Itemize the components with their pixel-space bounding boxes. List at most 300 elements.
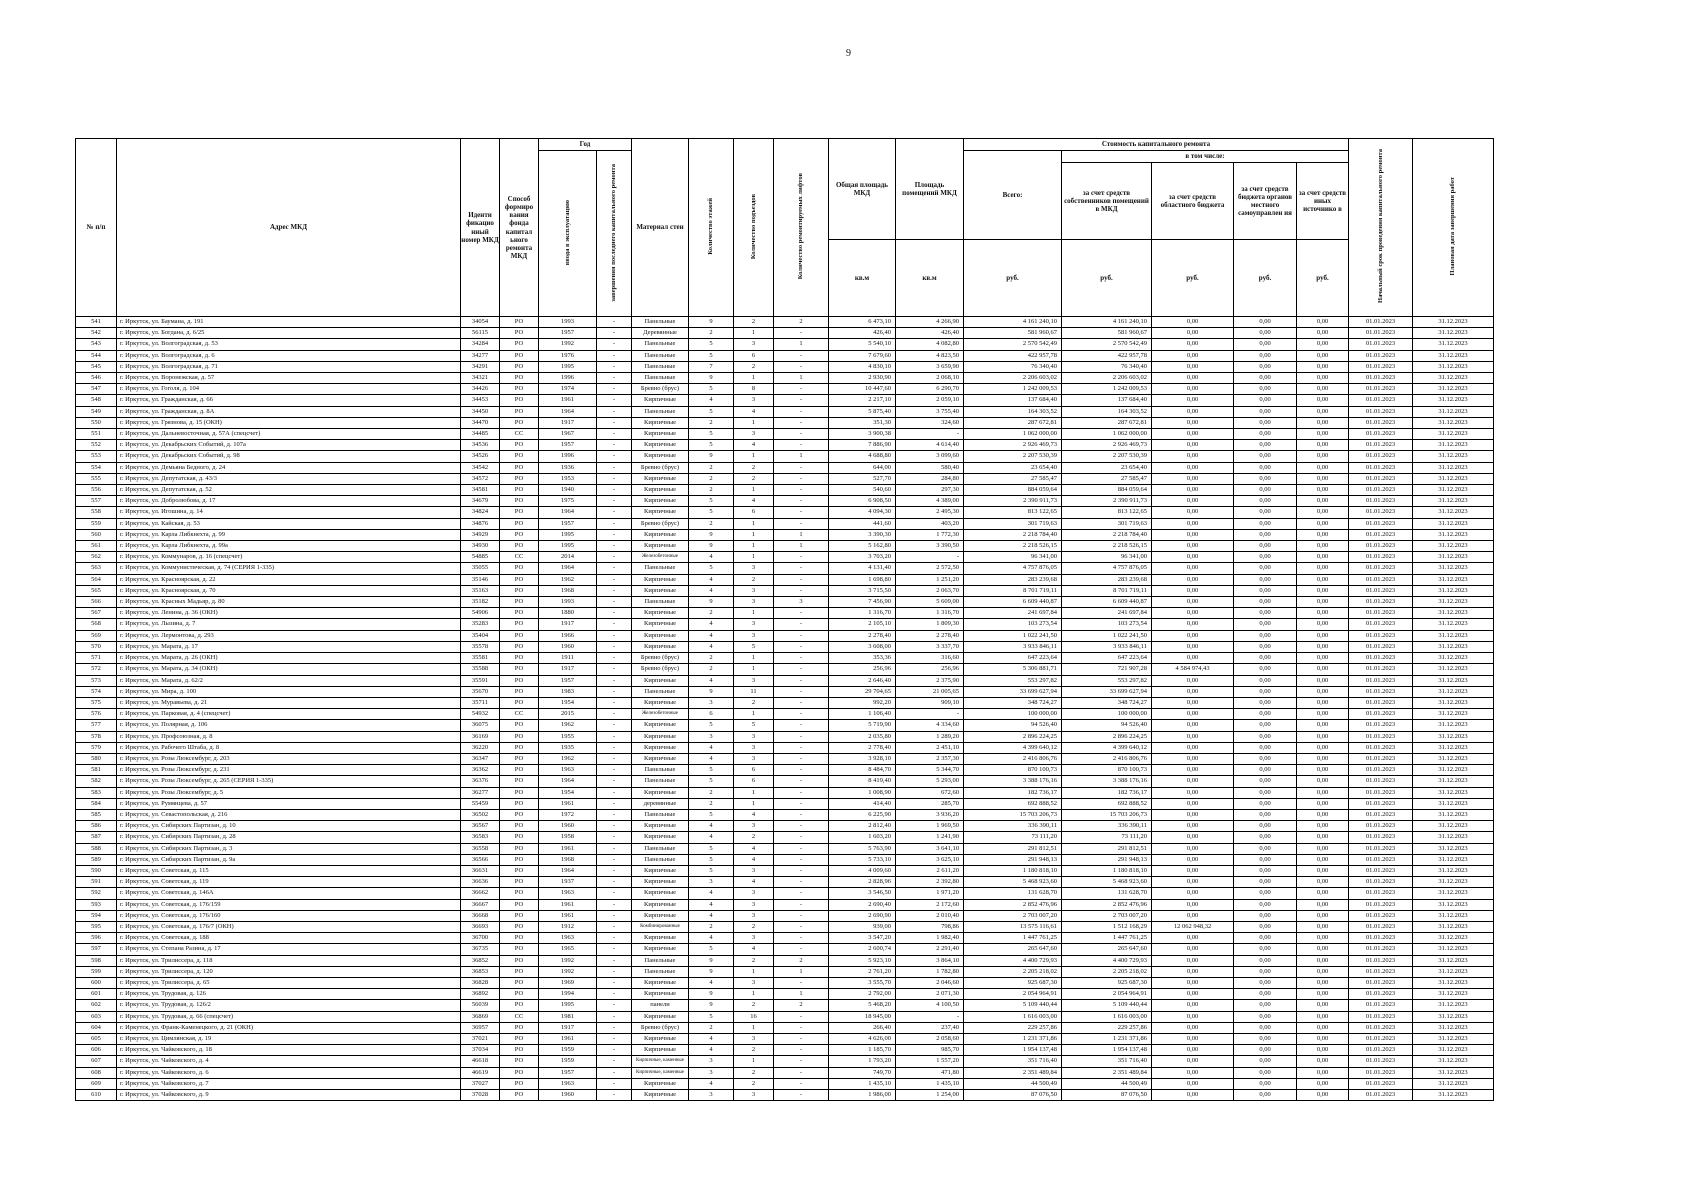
row-rooms-area: 3 936,20 <box>896 809 964 820</box>
row-rooms-area: 21 005,65 <box>896 686 964 697</box>
row-cost-owners: 870 100,73 <box>1062 765 1152 776</box>
row-year-commission: 1962 <box>539 720 597 731</box>
row-cost-other: 0,00 <box>1297 395 1349 406</box>
row-wall-material: Кирпичные <box>632 977 689 988</box>
row-method: РО <box>500 854 539 865</box>
row-cost-other: 0,00 <box>1297 966 1349 977</box>
row-entrances: 4 <box>734 944 774 955</box>
row-method: РО <box>500 877 539 888</box>
row-end-date: 31.12.2023 <box>1413 899 1494 910</box>
row-cost-local: 0,00 <box>1234 843 1297 854</box>
row-end-date: 31.12.2023 <box>1413 1056 1494 1067</box>
row-floors: 4 <box>689 1078 734 1089</box>
table-row <box>76 798 1494 809</box>
row-method: РО <box>500 944 539 955</box>
row-total-area: 540,60 <box>829 485 896 496</box>
row-address: г. Иркутск, ул. Полярная, д. 106 <box>117 720 461 731</box>
row-cost-total: 884 059,64 <box>964 485 1062 496</box>
page-number: 9 <box>846 48 851 59</box>
row-end-date: 31.12.2023 <box>1413 720 1494 731</box>
table-row <box>76 585 1494 596</box>
row-year-last-repair: - <box>597 585 632 596</box>
row-number: 580 <box>76 753 117 764</box>
col-header-cost-other: за счет средств иных источнико в <box>1297 163 1349 240</box>
row-wall-material: Панельные <box>632 854 689 865</box>
row-total-area: 644,00 <box>829 462 896 473</box>
row-end-date: 31.12.2023 <box>1413 1067 1494 1078</box>
unit-cost-regional: руб. <box>1152 240 1234 317</box>
row-cost-other: 0,00 <box>1297 686 1349 697</box>
table-row <box>76 944 1494 955</box>
col-header-year-commission: ввода в эксплуатацию <box>539 151 597 317</box>
row-start-date: 01.01.2023 <box>1349 955 1413 966</box>
row-year-commission: 1962 <box>539 753 597 764</box>
row-elevators: - <box>774 641 829 652</box>
row-method: СС <box>500 429 539 440</box>
row-entrances: 1 <box>734 373 774 384</box>
row-cost-local: 0,00 <box>1234 787 1297 798</box>
row-cost-total: 2 206 603,02 <box>964 373 1062 384</box>
row-start-date: 01.01.2023 <box>1349 1011 1413 1022</box>
row-total-area: 6 473,10 <box>829 317 896 328</box>
capital-repair-table-wrapper <box>75 138 1494 1101</box>
table-row <box>76 977 1494 988</box>
row-wall-material: Бревно (брус) <box>632 384 689 395</box>
row-ident: 36662 <box>461 888 500 899</box>
row-total-area: 2 761,20 <box>829 966 896 977</box>
row-cost-other: 0,00 <box>1297 429 1349 440</box>
row-number: 541 <box>76 317 117 328</box>
row-address: г. Иркутск, ул. Советская, д. 146А <box>117 888 461 899</box>
row-cost-owners: 647 223,64 <box>1062 653 1152 664</box>
row-wall-material: Кирпичные <box>632 675 689 686</box>
row-number: 561 <box>76 541 117 552</box>
row-ident: 34929 <box>461 529 500 540</box>
row-elevators: - <box>774 417 829 428</box>
row-total-area: 2 690,40 <box>829 899 896 910</box>
row-wall-material: Кирпичные <box>632 541 689 552</box>
row-cost-other: 0,00 <box>1297 832 1349 843</box>
row-end-date: 31.12.2023 <box>1413 585 1494 596</box>
row-year-commission: 1992 <box>539 955 597 966</box>
row-cost-regional: 0,00 <box>1152 899 1234 910</box>
row-year-last-repair: - <box>597 406 632 417</box>
row-ident: 54932 <box>461 709 500 720</box>
row-address: г. Иркутск, ул. Чайковского, д. 4 <box>117 1056 461 1067</box>
row-total-area: 3 703,20 <box>829 552 896 563</box>
row-cost-total: 1 447 761,25 <box>964 933 1062 944</box>
table-row <box>76 832 1494 843</box>
row-year-last-repair: - <box>597 653 632 664</box>
row-start-date: 01.01.2023 <box>1349 529 1413 540</box>
row-cost-regional: 0,00 <box>1152 955 1234 966</box>
row-year-last-repair: - <box>597 1067 632 1078</box>
row-year-commission: 1981 <box>539 1011 597 1022</box>
row-number: 585 <box>76 809 117 820</box>
capital-repair-table <box>75 138 1494 1101</box>
row-end-date: 31.12.2023 <box>1413 1011 1494 1022</box>
row-entrances: 2 <box>734 317 774 328</box>
row-entrances: 1 <box>734 417 774 428</box>
row-method: РО <box>500 507 539 518</box>
row-wall-material: Кирпичные <box>632 944 689 955</box>
table-row <box>76 1090 1494 1101</box>
row-cost-regional: 0,00 <box>1152 776 1234 787</box>
row-cost-total: 1 231 371,86 <box>964 1034 1062 1045</box>
row-address: г. Иркутск, ул. Чайковского, д. 7 <box>117 1078 461 1089</box>
col-header-ident: Иденти фикацио нный номер МКД <box>461 139 500 317</box>
row-end-date: 31.12.2023 <box>1413 765 1494 776</box>
row-cost-other: 0,00 <box>1297 1067 1349 1078</box>
row-wall-material: Кирпичные <box>632 496 689 507</box>
table-row <box>76 1022 1494 1033</box>
row-cost-total: 2 896 224,25 <box>964 731 1062 742</box>
col-header-wall-material: Материал стен <box>632 139 689 317</box>
row-elevators: - <box>774 328 829 339</box>
unit-cost-total: руб. <box>964 240 1062 317</box>
row-method: РО <box>500 395 539 406</box>
table-row <box>76 899 1494 910</box>
row-entrances: 5 <box>734 641 774 652</box>
row-cost-local: 0,00 <box>1234 653 1297 664</box>
row-ident: 36636 <box>461 877 500 888</box>
row-number: 556 <box>76 485 117 496</box>
row-address: г. Иркутск, ул. Карла Либкнехта, д. 99а <box>117 541 461 552</box>
row-entrances: 1 <box>734 518 774 529</box>
row-wall-material: Кирпичные <box>632 787 689 798</box>
unit-total-area: кв.м <box>829 240 896 317</box>
row-year-commission: 1961 <box>539 798 597 809</box>
row-cost-owners: 137 684,40 <box>1062 395 1152 406</box>
row-cost-owners: 2 570 542,49 <box>1062 339 1152 350</box>
row-start-date: 01.01.2023 <box>1349 339 1413 350</box>
row-year-commission: 1917 <box>539 417 597 428</box>
row-address: г. Иркутск, ул. Игошина, д. 14 <box>117 507 461 518</box>
row-ident: 36347 <box>461 753 500 764</box>
row-year-commission: 1954 <box>539 787 597 798</box>
row-cost-owners: 351 716,40 <box>1062 1056 1152 1067</box>
row-cost-regional: 0,00 <box>1152 910 1234 921</box>
row-method: РО <box>500 653 539 664</box>
row-start-date: 01.01.2023 <box>1349 742 1413 753</box>
row-rooms-area: - <box>896 1011 964 1022</box>
row-cost-local: 0,00 <box>1234 619 1297 630</box>
row-floors: 2 <box>689 798 734 809</box>
row-number: 600 <box>76 977 117 988</box>
row-total-area: 256,96 <box>829 664 896 675</box>
row-method: РО <box>500 406 539 417</box>
row-cost-regional: 0,00 <box>1152 854 1234 865</box>
row-address: г. Иркутск, ул. Добролюбова, д. 17 <box>117 496 461 507</box>
row-total-area: 2 930,90 <box>829 373 896 384</box>
table-row <box>76 1045 1494 1056</box>
row-year-last-repair: - <box>597 877 632 888</box>
row-cost-local: 0,00 <box>1234 989 1297 1000</box>
row-total-area: 5 923,10 <box>829 955 896 966</box>
row-year-last-repair: - <box>597 821 632 832</box>
row-cost-total: 287 672,81 <box>964 417 1062 428</box>
row-floors: 2 <box>689 485 734 496</box>
row-cost-other: 0,00 <box>1297 552 1349 563</box>
row-floors: 5 <box>689 384 734 395</box>
row-elevators: - <box>774 585 829 596</box>
row-wall-material: Кирпичные, каменные <box>632 1056 689 1067</box>
row-year-last-repair: - <box>597 518 632 529</box>
row-total-area: 3 390,30 <box>829 529 896 540</box>
row-wall-material: Кирпичные <box>632 451 689 462</box>
row-method: РО <box>500 1078 539 1089</box>
row-floors: 4 <box>689 821 734 832</box>
row-cost-total: 265 647,60 <box>964 944 1062 955</box>
row-cost-local: 0,00 <box>1234 384 1297 395</box>
row-entrances: 1 <box>734 798 774 809</box>
row-entrances: 3 <box>734 585 774 596</box>
row-ident: 36631 <box>461 865 500 876</box>
table-row <box>76 328 1494 339</box>
table-row <box>76 697 1494 708</box>
row-cost-regional: 0,00 <box>1152 933 1234 944</box>
row-year-last-repair: - <box>597 373 632 384</box>
row-entrances: 2 <box>734 473 774 484</box>
row-wall-material: Панельные <box>632 563 689 574</box>
row-cost-owners: 301 719,63 <box>1062 518 1152 529</box>
row-cost-regional: 0,00 <box>1152 328 1234 339</box>
row-rooms-area: 256,96 <box>896 664 964 675</box>
row-end-date: 31.12.2023 <box>1413 339 1494 350</box>
row-address: г. Иркутск, ул. Франк-Каменецкого, д. 21 (ОКН) <box>117 1022 461 1033</box>
row-year-last-repair: - <box>597 865 632 876</box>
row-end-date: 31.12.2023 <box>1413 843 1494 854</box>
row-rooms-area: 3 625,10 <box>896 854 964 865</box>
row-cost-other: 0,00 <box>1297 821 1349 832</box>
row-ident: 37028 <box>461 1090 500 1101</box>
row-entrances: 2 <box>734 955 774 966</box>
row-wall-material: Кирпичные <box>632 1078 689 1089</box>
row-elevators: 1 <box>774 373 829 384</box>
row-method: РО <box>500 798 539 809</box>
col-header-start-date: Начальный срок проведения капитального ремонта <box>1349 139 1413 317</box>
row-year-commission: 1957 <box>539 518 597 529</box>
row-cost-owners: 2 703 007,20 <box>1062 910 1152 921</box>
row-total-area: 4 688,80 <box>829 451 896 462</box>
row-cost-local: 0,00 <box>1234 742 1297 753</box>
row-entrances: 4 <box>734 843 774 854</box>
row-cost-owners: 884 059,64 <box>1062 485 1152 496</box>
row-year-last-repair: - <box>597 395 632 406</box>
row-cost-owners: 1 954 137,48 <box>1062 1045 1152 1056</box>
row-wall-material: Бревно (брус) <box>632 462 689 473</box>
row-year-last-repair: - <box>597 339 632 350</box>
row-cost-other: 0,00 <box>1297 641 1349 652</box>
table-row <box>76 317 1494 328</box>
row-floors: 4 <box>689 832 734 843</box>
row-cost-owners: 291 812,51 <box>1062 843 1152 854</box>
row-start-date: 01.01.2023 <box>1349 507 1413 518</box>
row-cost-total: 4 399 640,12 <box>964 742 1062 753</box>
row-rooms-area: 4 082,80 <box>896 339 964 350</box>
row-end-date: 31.12.2023 <box>1413 933 1494 944</box>
row-floors: 9 <box>689 451 734 462</box>
row-year-commission: 1963 <box>539 765 597 776</box>
row-total-area: 3 546,50 <box>829 888 896 899</box>
row-entrances: 6 <box>734 776 774 787</box>
row-ident: 36566 <box>461 854 500 865</box>
row-elevators: - <box>774 742 829 753</box>
row-cost-other: 0,00 <box>1297 854 1349 865</box>
row-rooms-area: 1 289,20 <box>896 731 964 742</box>
row-address: г. Иркутск, ул. Советская, д. 188 <box>117 933 461 944</box>
row-ident: 34470 <box>461 417 500 428</box>
row-cost-local: 0,00 <box>1234 821 1297 832</box>
table-row <box>76 720 1494 731</box>
row-cost-total: 2 703 007,20 <box>964 910 1062 921</box>
row-cost-local: 0,00 <box>1234 574 1297 585</box>
row-start-date: 01.01.2023 <box>1349 888 1413 899</box>
row-ident: 46619 <box>461 1067 500 1078</box>
row-cost-total: 13 575 116,61 <box>964 921 1062 932</box>
row-elevators: - <box>774 473 829 484</box>
row-year-last-repair: - <box>597 989 632 1000</box>
row-year-last-repair: - <box>597 1056 632 1067</box>
row-cost-owners: 553 297,82 <box>1062 675 1152 686</box>
row-wall-material: Кирпичные <box>632 742 689 753</box>
row-number: 570 <box>76 641 117 652</box>
row-total-area: 2 778,40 <box>829 742 896 753</box>
row-cost-regional: 0,00 <box>1152 966 1234 977</box>
row-cost-regional: 0,00 <box>1152 630 1234 641</box>
row-entrances: 2 <box>734 832 774 843</box>
row-year-commission: 1957 <box>539 1067 597 1078</box>
col-header-floors: Количество этажей <box>689 139 734 317</box>
row-start-date: 01.01.2023 <box>1349 1000 1413 1011</box>
row-cost-regional: 0,00 <box>1152 406 1234 417</box>
row-number: 548 <box>76 395 117 406</box>
row-number: 576 <box>76 709 117 720</box>
unit-cost-local: руб. <box>1234 240 1297 317</box>
row-elevators: - <box>774 384 829 395</box>
row-end-date: 31.12.2023 <box>1413 675 1494 686</box>
row-ident: 34291 <box>461 361 500 372</box>
row-method: РО <box>500 664 539 675</box>
row-year-last-repair: - <box>597 597 632 608</box>
row-wall-material: Кирпичные <box>632 485 689 496</box>
row-end-date: 31.12.2023 <box>1413 429 1494 440</box>
row-start-date: 01.01.2023 <box>1349 675 1413 686</box>
table-row <box>76 821 1494 832</box>
row-year-commission: 1996 <box>539 451 597 462</box>
row-rooms-area: 426,40 <box>896 328 964 339</box>
row-cost-local: 0,00 <box>1234 675 1297 686</box>
row-cost-owners: 348 724,27 <box>1062 697 1152 708</box>
row-cost-other: 0,00 <box>1297 675 1349 686</box>
row-cost-other: 0,00 <box>1297 697 1349 708</box>
row-year-commission: 1957 <box>539 440 597 451</box>
row-address: г. Иркутск, ул. Лызина, д. 7 <box>117 619 461 630</box>
row-elevators: - <box>774 675 829 686</box>
row-year-last-repair: - <box>597 765 632 776</box>
row-wall-material: Кирпичные <box>632 1034 689 1045</box>
row-cost-local: 0,00 <box>1234 608 1297 619</box>
row-cost-owners: 2 926 469,73 <box>1062 440 1152 451</box>
row-year-commission: 1959 <box>539 1056 597 1067</box>
row-cost-local: 0,00 <box>1234 798 1297 809</box>
row-floors: 9 <box>689 955 734 966</box>
row-elevators: - <box>774 854 829 865</box>
row-cost-other: 0,00 <box>1297 944 1349 955</box>
row-cost-owners: 33 699 627,94 <box>1062 686 1152 697</box>
row-floors: 4 <box>689 1045 734 1056</box>
row-cost-other: 0,00 <box>1297 865 1349 876</box>
row-total-area: 4 009,60 <box>829 865 896 876</box>
table-row <box>76 373 1494 384</box>
row-elevators: - <box>774 865 829 876</box>
row-start-date: 01.01.2023 <box>1349 989 1413 1000</box>
row-year-commission: 1962 <box>539 574 597 585</box>
row-address: г. Иркутск, ул. Богдана, д. 6/25 <box>117 328 461 339</box>
table-row <box>76 451 1494 462</box>
row-cost-total: 23 654,40 <box>964 462 1062 473</box>
row-entrances: 3 <box>734 742 774 753</box>
col-header-rooms-area: Площадь помещений МКД <box>896 139 964 240</box>
row-cost-total: 94 526,40 <box>964 720 1062 731</box>
row-cost-total: 2 416 806,76 <box>964 753 1062 764</box>
row-rooms-area: 3 099,60 <box>896 451 964 462</box>
row-cost-local: 0,00 <box>1234 451 1297 462</box>
row-cost-regional: 0,00 <box>1152 384 1234 395</box>
row-start-date: 01.01.2023 <box>1349 832 1413 843</box>
row-rooms-area: 3 755,40 <box>896 406 964 417</box>
row-start-date: 01.01.2023 <box>1349 910 1413 921</box>
row-cost-owners: 3 933 846,11 <box>1062 641 1152 652</box>
row-end-date: 31.12.2023 <box>1413 317 1494 328</box>
row-rooms-area: 3 641,10 <box>896 843 964 854</box>
row-elevators: - <box>774 787 829 798</box>
row-end-date: 31.12.2023 <box>1413 440 1494 451</box>
row-ident: 35163 <box>461 585 500 596</box>
row-start-date: 01.01.2023 <box>1349 787 1413 798</box>
row-year-commission: 1959 <box>539 1045 597 1056</box>
row-cost-total: 182 736,17 <box>964 787 1062 798</box>
row-year-last-repair: - <box>597 776 632 787</box>
row-year-commission: 1963 <box>539 1078 597 1089</box>
row-rooms-area: 2 495,30 <box>896 507 964 518</box>
row-year-last-repair: - <box>597 1022 632 1033</box>
row-cost-owners: 692 888,52 <box>1062 798 1152 809</box>
row-end-date: 31.12.2023 <box>1413 1078 1494 1089</box>
row-address: г. Иркутск, ул. Волгоградская, д. 53 <box>117 339 461 350</box>
row-method: РО <box>500 417 539 428</box>
row-elevators: - <box>774 563 829 574</box>
row-rooms-area: 2 392,80 <box>896 877 964 888</box>
row-cost-local: 0,00 <box>1234 518 1297 529</box>
row-elevators: - <box>774 821 829 832</box>
row-cost-total: 87 076,50 <box>964 1090 1062 1101</box>
row-end-date: 31.12.2023 <box>1413 350 1494 361</box>
row-total-area: 7 456,90 <box>829 597 896 608</box>
row-number: 606 <box>76 1045 117 1056</box>
row-rooms-area: 1 772,30 <box>896 529 964 540</box>
row-cost-local: 0,00 <box>1234 765 1297 776</box>
table-row <box>76 921 1494 932</box>
row-number: 545 <box>76 361 117 372</box>
table-row <box>76 529 1494 540</box>
row-cost-total: 131 628,70 <box>964 888 1062 899</box>
row-method: РО <box>500 1045 539 1056</box>
row-number: 564 <box>76 574 117 585</box>
row-address: г. Иркутск, ул. Ленина, д. 36 (ОКН) <box>117 608 461 619</box>
col-header-method: Способ формиро вания фонда капитал ьного ремонта МКД <box>500 139 539 317</box>
row-year-commission: 1964 <box>539 406 597 417</box>
